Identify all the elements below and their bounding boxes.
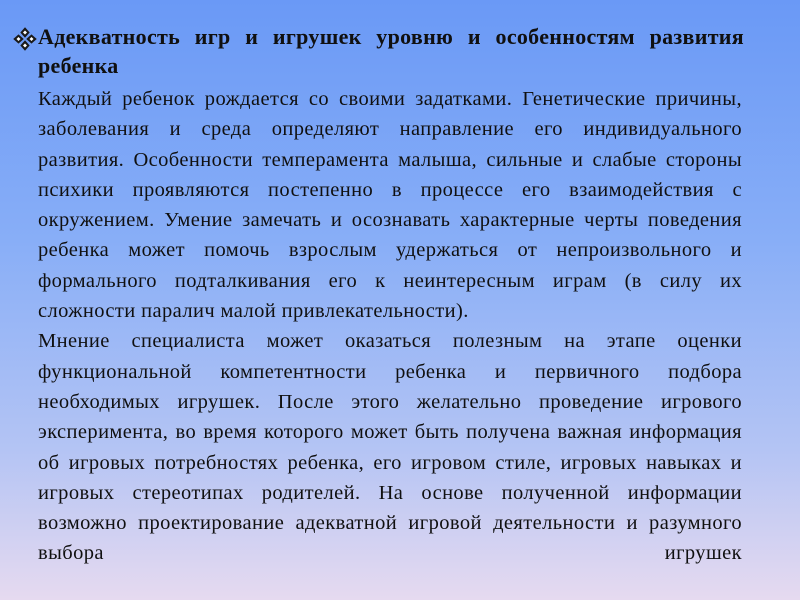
body-text bbox=[38, 84, 742, 569]
heading-row bbox=[12, 22, 744, 80]
slide-heading: Адекватность игр и игрушек уровню и особенностям развития ребенка bbox=[38, 24, 744, 78]
quad-diamond-bullet-icon bbox=[12, 26, 38, 52]
paragraph-2: Мнение специалиста может оказаться полезным на этапе оценки функциональной компетентности ребенка и первичного подбора необходимых игрушек. После этого желательно проведение игрового эксперимента, во время которого может быть получена важная информация об игровых потребностях ребенка, его игровом стиле, игровых навыках и игровых стереотипах родителей. На основе полученной информации возможно проектирование адекватной игровой деятельности и разумного выбора игрушек bbox=[38, 330, 742, 565]
paragraph-1: Каждый ребенок рождается со своими задатками. Генетические причины, заболевания и среда определяют направление его индивидуального развития. Особенности темперамента малыша, сильные и слабые стороны психики проявляются постепенно в процессе его взаимодействия с окружением. Умение замечать и осознавать характерные черты поведения ребенка может помочь взрослым удержаться от непроизвольного и формального подталкивания его к неинтересным играм (в силу их сложности паралич малой привлекательности). bbox=[38, 88, 742, 323]
